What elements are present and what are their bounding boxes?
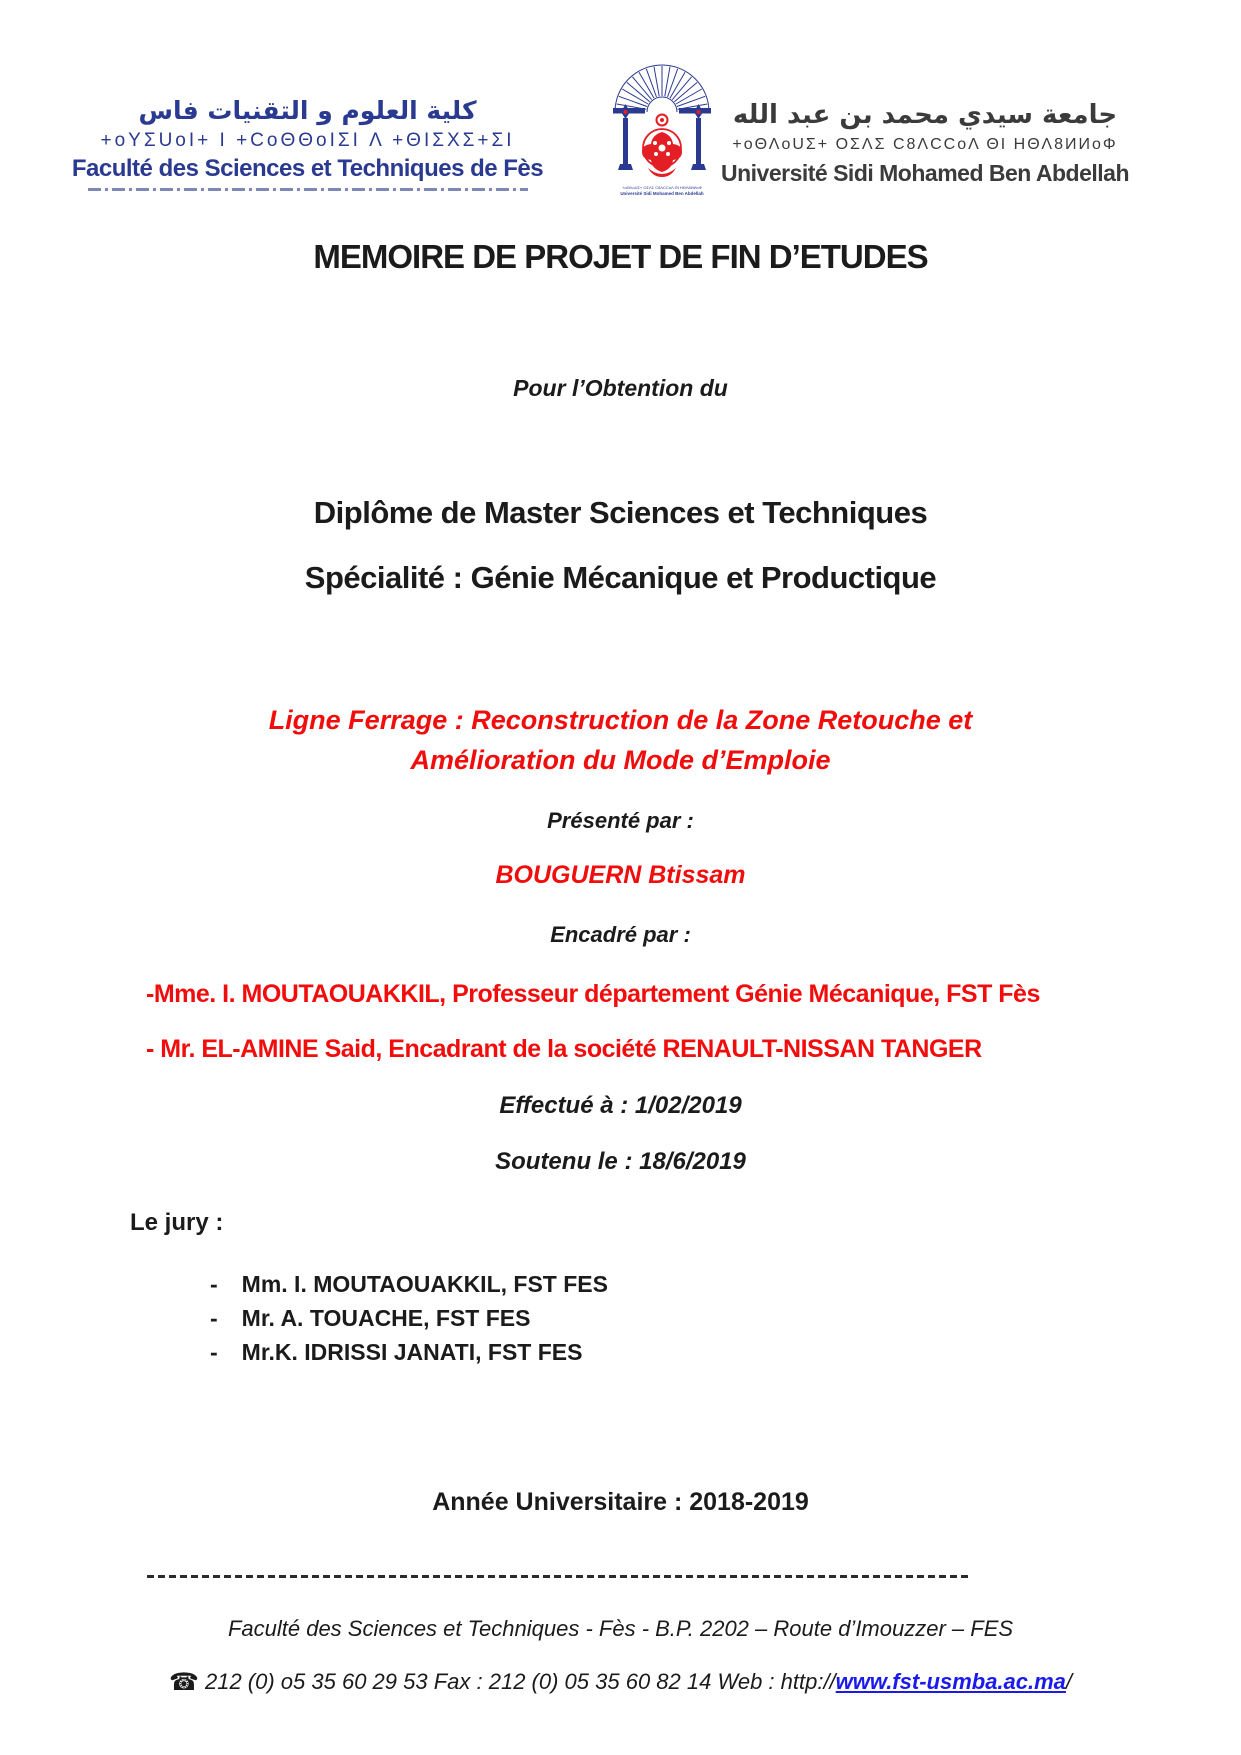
jury-member-row [210,1267,608,1301]
list-dash-marker: - [210,1305,218,1331]
footer-contact-text: 212 (0) o5 35 60 29 53 Fax : 212 (0) 05 35 60 82 14 Web : http:// [204,1669,836,1694]
jury-member-1: Mm. I. MOUTAOUAKKIL, FST FES [241,1271,608,1297]
performed-at-line: Effectué à : 1/02/2019 [499,1092,742,1119]
header-left-faculty [50,94,565,191]
presented-by-label: Présenté par : [547,808,694,833]
faculty-name-tifinagh: +oYΣUoI+ I +CoΘΘoIΣI Λ +ΘIΣXΣ+ΣI [100,130,515,151]
project-title-line1: Ligne Ferrage : Reconstruction de la Zone Retouche et [268,705,973,735]
jury-label: Le jury : [130,1209,224,1236]
specialty-line: Spécialité : Génie Mécanique et Productique [304,560,937,595]
phone-icon: ☎ [168,1668,199,1696]
diploma-line: Diplôme de Master Sciences et Techniques [313,495,928,530]
list-dash-marker: - [210,1339,218,1365]
author-name: BOUGUERN Btissam [495,861,746,889]
footer-contact [0,1667,1241,1695]
header-right-university [688,98,1162,188]
jury-member-row [210,1335,608,1369]
project-title-line2: Amélioration du Mode d’Emploie [410,745,831,775]
supervisor-academic: -Mme. I. MOUTAOUAKKIL, Professeur département Génie Mécanique, FST Fès [146,980,1040,1008]
header-dash-dot-underline [88,188,528,191]
jury-member-row [210,1301,608,1335]
for-obtaining-line: Pour l’Obtention du [513,375,728,401]
faculty-name-arabic: كلية العلوم و التقنيات فاس [138,96,477,125]
supervisor-company: - Mr. EL-AMINE Said, Encadrant de la société RENAULT-NISSAN TANGER [146,1035,982,1063]
defended-on-line: Soutenu le : 18/6/2019 [495,1148,746,1175]
university-name-french: Université Sidi Mohamed Ben Abdellah [720,160,1129,186]
memoire-title: MEMOIRE DE PROJET DE FIN D’ETUDES [313,238,928,275]
logo-caption-french: Université Sidi Mohamed Ben Abdellah [620,191,704,196]
jury-member-3: Mr.K. IDRISSI JANATI, FST FES [241,1339,583,1365]
university-name-tifinagh: +oΘΛoUΣ+ OΣΛΣ C8ΛCCoΛ ΘI HΘΛ8ИИoΦ [732,136,1118,153]
faculty-name-french: Faculté des Sciences et Techniques de Fès [71,155,544,182]
footer-contact-suffix: / [1065,1669,1073,1694]
project-title [0,700,1241,780]
supervised-by-label: Encadré par : [550,922,691,947]
university-name-arabic: جامعة سيدي محمد بن عبد الله [732,100,1118,130]
academic-year-line: Année Universitaire : 2018-2019 [432,1488,809,1516]
dashed-separator [147,1575,969,1578]
footer-address: Faculté des Sciences et Techniques - Fès - B.P. 2202 – Route d’Imouzzer – FES [227,1616,1014,1641]
logo-caption-tifinagh: +oΘΛoUΣ+ OΣΛΣ C8ΛCCoΛ ΘI HΘΛ8ИИoΦ [622,185,702,190]
jury-member-2: Mr. A. TOUACHE, FST FES [241,1305,531,1331]
list-dash-marker: - [210,1271,218,1297]
website-link[interactable]: www.fst-usmba.ac.ma [835,1669,1066,1694]
jury-list [210,1267,608,1369]
